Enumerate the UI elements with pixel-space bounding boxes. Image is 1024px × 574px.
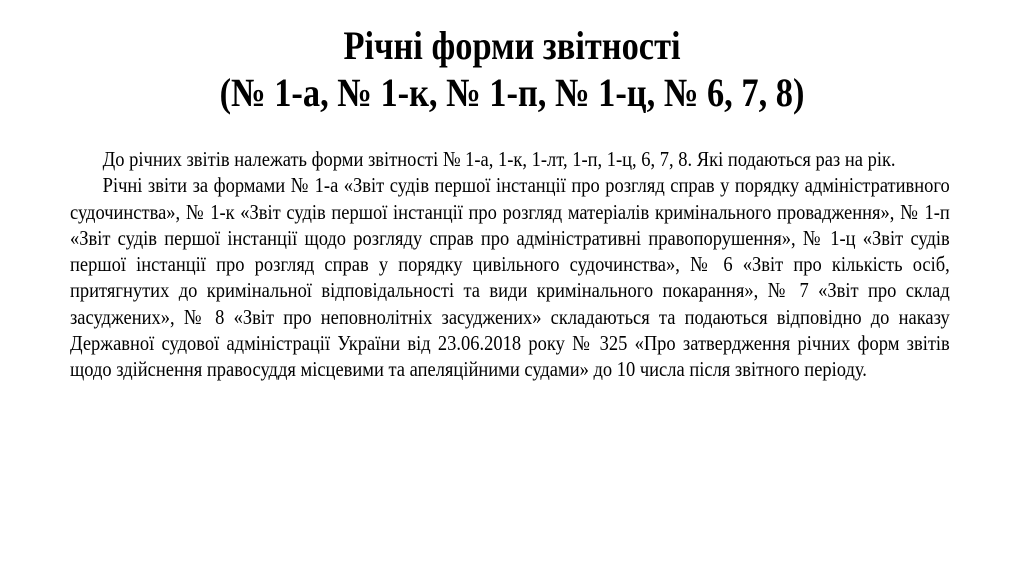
paragraph-intro: До річних звітів належать форми звітності № 1-а, 1-к, 1-лт, 1-п, 1-ц, 6, 7, 8. Які подаються раз на рік. [102, 147, 896, 171]
title-block [220, 22, 805, 116]
title-line-2: (№ 1-а, № 1-к, № 1-п, № 1-ц, № 6, 7, 8) [219, 70, 805, 115]
slide-body [70, 146, 950, 383]
slide-title [0, 22, 1024, 116]
title-line-1: Річні форми звітності [343, 23, 681, 68]
paragraph-forms-description: Річні звіти за формами № 1-а «Звіт судів першої інстанції про розгляд справ у порядку адміністративного судочинства», № 1-к «Звіт судів першої інстанції про розгляд матеріалів кримінального провадження», № 1-п «Звіт судів першої інстанції щодо розгляду справ про адміністративні правопорушення», № 1-ц «Звіт судів першої інстанції про розгляд справ у порядку цивільного судочинства», № 6 «Звіт про кількість осіб, притягнутих до кримінальної відповідальності та види кримінального покарання», № 7 «Звіт про склад засуджених», № 8 «Звіт про неповнолітніх засуджених» складаються та подаються відповідно до наказу Державної судової адміністрації України від 23.06.2018 року № 325 «Про затвердження річних форм звітів щодо здійснення правосуддя місцевими та апеляційними судами» до 10 числа після звітного періоду. [70, 173, 950, 382]
